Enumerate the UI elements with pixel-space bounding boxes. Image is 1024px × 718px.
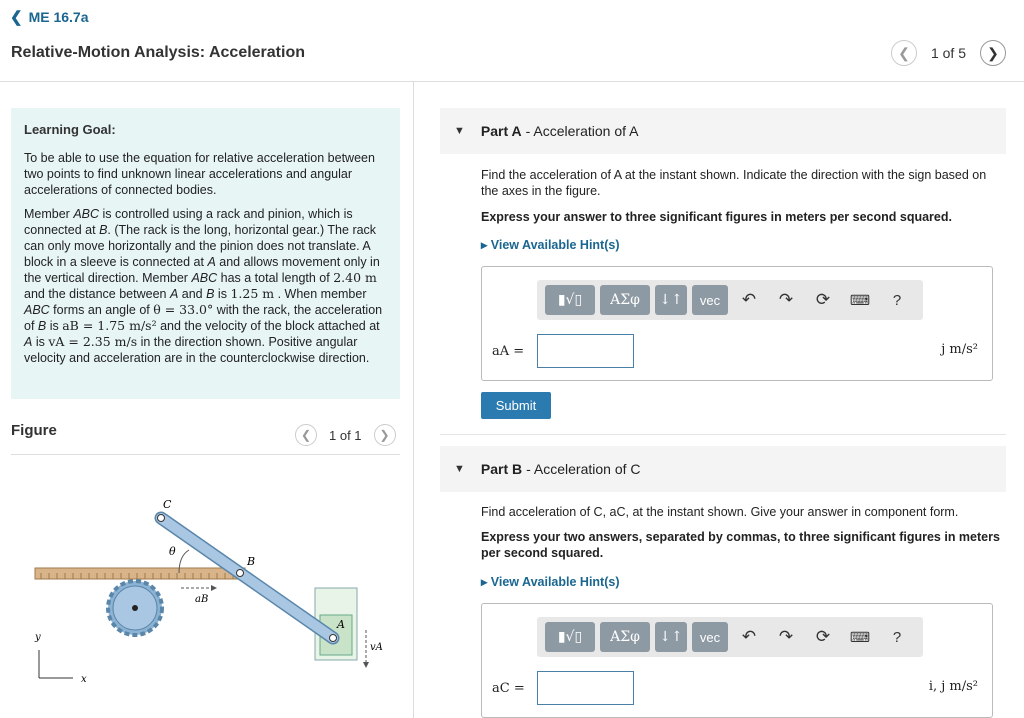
redo-icon[interactable]: ↷ (778, 627, 794, 646)
part-a-units: j m/s² (941, 342, 978, 357)
vA-value: vA = 2.35 m/s (48, 334, 138, 349)
learning-goal-box (11, 108, 400, 399)
greek-button[interactable]: ΑΣφ (600, 622, 650, 652)
part-b-header[interactable] (440, 446, 1006, 492)
back-link-label: ME 16.7a (28, 9, 89, 25)
ab-length-value: 1.25 m (230, 286, 275, 301)
part-a-header[interactable] (440, 108, 1006, 154)
figure-heading: Figure (11, 422, 57, 439)
back-link[interactable] (10, 8, 89, 26)
part-divider (440, 434, 1006, 435)
undo-icon[interactable]: ↶ (741, 290, 757, 309)
chevron-right-icon: ❯ (987, 44, 999, 61)
label-a: A (337, 618, 345, 631)
chevron-right-icon: ❯ (379, 428, 390, 442)
chevron-left-icon: ❮ (10, 9, 23, 26)
part-b-label: Part B (480, 461, 523, 477)
rack (35, 568, 245, 579)
label-b: B (247, 555, 256, 568)
learning-goal-heading: Learning Goal: (24, 122, 116, 137)
redo-icon[interactable]: ↷ (778, 290, 794, 309)
part-a-title: - Acceleration of A (525, 123, 639, 139)
math-toolbar (537, 617, 923, 657)
templates-button[interactable]: ▮√▯ (545, 285, 595, 315)
vec-button[interactable]: vec (692, 622, 728, 652)
part-b-answer-label: aC = (492, 681, 525, 696)
part-a-label: Part A (480, 123, 522, 139)
templates-button[interactable]: ▮√▯ (545, 622, 595, 652)
label-x: x (81, 674, 87, 685)
label-y: y (35, 632, 41, 643)
prev-figure-button[interactable] (295, 424, 317, 446)
page-title: Relative-Motion Analysis: Acceleration (11, 44, 305, 61)
part-b-answer-input[interactable] (537, 671, 634, 705)
part-b-units: i, j m/s² (928, 679, 978, 694)
pin-a (330, 635, 337, 642)
item-pager-text: 1 of 5 (930, 45, 966, 61)
arrows-button[interactable]: ↓↑ (655, 285, 687, 315)
part-b-hint-link[interactable]: ▸ View Available Hint(s) (481, 575, 620, 589)
label-vA: vA (370, 642, 383, 653)
keyboard-icon[interactable]: ⌨ (849, 628, 871, 645)
pin-b (237, 570, 244, 577)
vA-arrowhead (363, 662, 369, 668)
chevron-left-icon: ❮ (898, 44, 910, 61)
undo-icon[interactable]: ↶ (741, 627, 757, 646)
next-item-button[interactable] (980, 40, 1006, 66)
reset-icon[interactable]: ⟳ (815, 627, 831, 646)
arrows-button[interactable]: ↓↑ (655, 622, 687, 652)
part-b-instruction: Express your two answers, separated by commas, to three significant figures in meters per second squared. (481, 530, 1000, 560)
part-a-hint-link[interactable]: ▸ View Available Hint(s) (481, 238, 620, 252)
header-divider (0, 81, 1024, 82)
reset-icon[interactable]: ⟳ (815, 290, 831, 309)
part-a-instruction: Express your answer to three significant figures in meters per second squared. (481, 210, 952, 224)
part-a-answer-box (481, 266, 993, 381)
theta-value: θ = 33.0° (153, 302, 214, 317)
help-button[interactable]: ? (892, 628, 902, 646)
aB-arrowhead (211, 585, 217, 591)
collapse-triangle-icon: ▼ (454, 125, 465, 137)
figure-divider (11, 454, 400, 455)
figure-pager (295, 424, 396, 446)
help-button[interactable]: ? (892, 291, 902, 309)
part-a-answer-label: aA = (492, 344, 525, 359)
label-aB: aB (195, 594, 209, 605)
prev-item-button[interactable] (891, 40, 917, 66)
part-a-description: Find the acceleration of A at the instant shown. Indicate the direction with the sign based on the axes in the figure. (481, 168, 987, 198)
submit-button[interactable]: Submit (481, 392, 551, 419)
greek-button[interactable]: ΑΣφ (600, 285, 650, 315)
learning-goal-text: To be able to use the equation for relative acceleration between two points to find unknown linear accelerations and angular accelerations of connected bodies. (24, 151, 375, 197)
aB-value: aB = 1.75 m/s² (62, 318, 157, 333)
collapse-triangle-icon: ▼ (454, 463, 465, 475)
math-toolbar (537, 280, 923, 320)
figure-pager-text: 1 of 1 (329, 427, 362, 443)
column-divider (413, 81, 414, 718)
item-pager (891, 40, 1006, 66)
chevron-left-icon: ❮ (300, 428, 312, 442)
part-b-answer-box (481, 603, 993, 718)
keyboard-icon[interactable]: ⌨ (849, 291, 871, 308)
vec-button[interactable]: vec (692, 285, 728, 315)
problem-statement: Member ABC is controlled using a rack and pinion, which is connected at B. (The rack is the long, horizontal gear.) The rack can only move horizontally and the pinion does not translate. A block in a sleeve is connected at A and allows movement only in the vertical direction. Member ABC has a total length of 2.40 m and the distance between A and B is 1.25 m . When member ABC forms an angle of θ = 33.0° with the rack, the acceleration of B is aB = 1.75 m/s² and the velocity of the block attached at A is vA = 2.35 m/s in the direction shown. Positive angular velocity and acceleration are in the counterclockwise direction. (24, 207, 383, 365)
label-c: C (163, 498, 172, 511)
next-figure-button[interactable] (374, 424, 396, 446)
pinion-axle (132, 605, 138, 611)
label-theta: θ (169, 545, 176, 558)
part-a-answer-input[interactable] (537, 334, 634, 368)
pin-c (158, 515, 165, 522)
total-length-value: 2.40 m (333, 270, 377, 285)
mechanism-figure (11, 470, 391, 700)
part-b-title: - Acceleration of C (526, 461, 641, 477)
part-b-description: Find acceleration of C, aC, at the instant shown. Give your answer in component form. (481, 505, 959, 519)
